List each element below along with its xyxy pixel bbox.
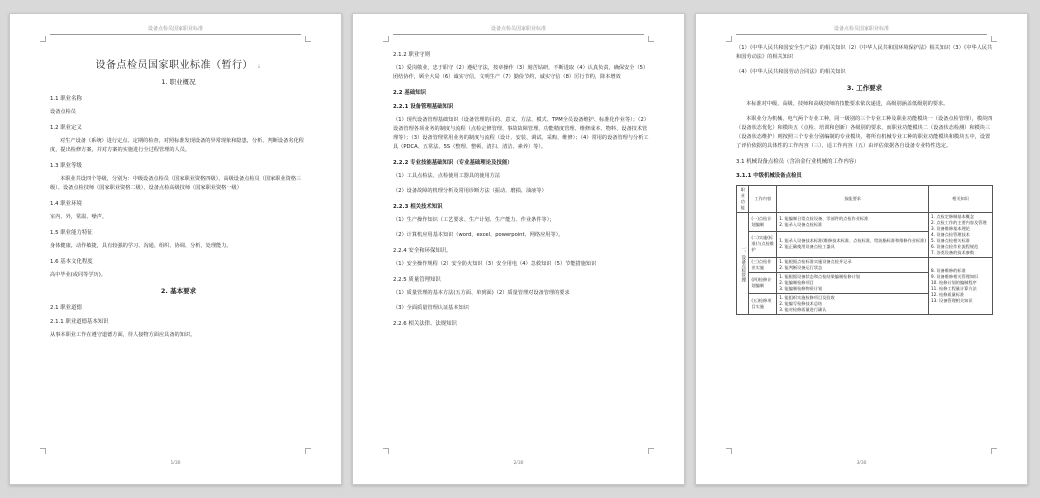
function-group-cell: 一、设备点检管理 [737, 213, 749, 315]
skill-item: 1. 能编制日常点检设备、零部件的点检作业标准 [779, 215, 869, 221]
skill-item: 1. 能录入设备技术标准(维修技术标准、点检标准、给油脂标准和维修作业标准) [779, 238, 927, 244]
table-header-row [737, 186, 993, 213]
paragraph[interactable]: （1）质量管理的基本方法(五方面、单到面)（2）质量管理对设备管理的要求 [393, 290, 570, 296]
page-body [736, 44, 993, 448]
knowledge-cell [929, 258, 993, 315]
subsection-heading[interactable]: 1.1 职业名称 [50, 96, 82, 102]
subsection-heading[interactable]: 1.4 职业环境 [50, 201, 82, 207]
knowledge-item: 11. 检修工程量计算方法 [931, 286, 977, 291]
list-item[interactable]: （1）工具点检法、点检使用工器具的使用方法 [393, 173, 501, 179]
margin-corner-mark [991, 448, 997, 454]
subsection-heading[interactable]: 2.1.1 职业道德基本知识 [50, 319, 109, 325]
subsection-heading[interactable]: 1.6 基本文化程度 [50, 259, 93, 265]
list-item[interactable]: （1）生产操作知识（工艺要求、生产计划、生产能力、作业条件等）； [393, 217, 555, 223]
work-requirements-table[interactable] [736, 185, 993, 315]
skills-cell [777, 213, 929, 232]
skill-item: 3. 能对检修质量进行确认 [779, 307, 827, 312]
margin-corner-mark [726, 36, 732, 42]
paragraph[interactable]: （4）《中华人民共和国劳动合同法》的相关知识 [736, 69, 846, 75]
content-cell: (一)点检计划编制 [749, 213, 777, 232]
skill-item: 2. 能判断设备运行状态 [779, 265, 823, 270]
knowledge-item: 9. 设备维修相关管理知识 [931, 274, 979, 279]
subsection-heading[interactable]: 3.1 机械设备点检员（含冶金行业机械的工作内容） [736, 159, 860, 165]
page-number: 1/30 [170, 461, 181, 466]
knowledge-item: 12. 检修质量标准 [931, 292, 965, 297]
paragraph[interactable]: 身体健康，动作敏捷，具有较强的学习、沟通、组织、协调、分析、处理能力。 [50, 243, 232, 249]
knowledge-item: 5. 设备点检相关标准 [931, 238, 970, 243]
paragraph[interactable]: 对生产设备（系统）进行定点、定期的检查，对照标准发现设备的异常现象和隐患，分析、判断设备劣化程度，提出检修方案，并对方案的实施进行全过程管理的人员。 [50, 138, 304, 153]
table-header-cell: 技能要求 [777, 186, 929, 213]
skill-item: 2. 能编制检修项目 [779, 280, 814, 285]
subsection-heading[interactable]: 2.1 职业道德 [50, 305, 82, 311]
skill-item: 1. 能根据点检标准实施设备点检并记录 [779, 259, 852, 264]
skill-item: 2. 能录入设备点检标准 [779, 221, 823, 227]
margin-corner-mark [305, 36, 311, 42]
knowledge-item: 4. 设备点检管理技术 [931, 232, 970, 237]
skills-cell [777, 258, 929, 273]
paragraph[interactable]: 本标准对中级、高级、技师和高级技师的技能要求依次递进，高级别涵盖低级别的要求。 [746, 101, 949, 107]
margin-corner-mark [991, 36, 997, 42]
table-header-cell: 工作内容 [749, 186, 777, 213]
paragraph[interactable]: 室内、外，常温、噪声。 [50, 214, 108, 220]
page-body [50, 44, 307, 448]
section-heading[interactable]: 2. 基本要求 [160, 287, 197, 295]
margin-corner-mark [40, 36, 46, 42]
margin-corner-mark [383, 448, 389, 454]
paragraph[interactable]: 从事本职业工作在遵守道德方面，待人接物方面应具备的知识。 [50, 332, 196, 338]
paragraph[interactable]: （1）《中华人民共和国安全生产法》的相关知识（2）《中华人民共和国环境保护法》相关知识（3）《中华人民共和国劳动法》的相关知识 [736, 45, 993, 60]
subsection-heading[interactable]: 1.3 职业等级 [50, 163, 82, 169]
paragraph[interactable]: 设备点检员 [50, 109, 76, 115]
section-heading[interactable]: 3. 工作要求 [846, 84, 883, 92]
table-header-cell: 相关知识 [929, 186, 993, 213]
paragraph[interactable]: （3）全面质量管理认证基本知识 [393, 305, 469, 311]
skills-cell [777, 294, 929, 315]
document-title[interactable] [50, 56, 307, 71]
paragraph-mark: ↓ [256, 64, 262, 70]
subsection-heading[interactable]: 2.2.6 相关法律、法规知识 [393, 321, 457, 327]
content-cell: (五)检修项目实施 [749, 294, 777, 315]
paragraph[interactable]: 高中毕业(或同等学历)。 [50, 272, 106, 278]
content-cell: (三)点检作业实施 [749, 258, 777, 273]
subsection-heading[interactable]: 2.2.3 相关技术知识 [393, 204, 443, 210]
subsection-heading[interactable]: 2.2.1 设备管理基础知识 [393, 104, 454, 110]
document-page-1 [9, 13, 342, 485]
skills-cell [777, 273, 929, 294]
knowledge-item: 3. 设备维修基本理论 [931, 226, 970, 231]
subsection-heading[interactable]: 3.1.1 中级机械设备点检员 [736, 173, 802, 179]
paragraph[interactable]: （1）爱岗敬业，忠于职守（2）遵纪守法，按章操作（3）刻苦钻研，不断进取（4）认真负责，确保安全（5）团结协作，顾全大局（6）诚实守信，文明生产（7）勤俭节约，诚实守信（8）厉行节约，降本增效 [393, 65, 649, 80]
margin-corner-mark [726, 448, 732, 454]
skill-item: 3. 能编制检修物资计划 [779, 286, 823, 291]
section-heading[interactable]: 1. 职业概况 [161, 78, 196, 86]
knowledge-cell [929, 213, 993, 258]
page-number: 2/30 [513, 461, 524, 466]
table-header-cell: 职业功能 [737, 186, 749, 213]
margin-corner-mark [383, 36, 389, 42]
page-number: 3/30 [856, 461, 867, 466]
page-body [393, 44, 650, 448]
knowledge-item: 7. 各类设备的技术参数 [931, 250, 975, 255]
running-header: 设备点检员国家职业标准 [393, 25, 644, 35]
skill-item: 1. 能组织实施检修项目及验收 [779, 295, 835, 300]
document-page-3 [695, 13, 1028, 485]
margin-corner-mark [648, 36, 654, 42]
knowledge-item: 2. 点检工作的主要内容及管理 [931, 220, 987, 225]
skills-cell [777, 231, 929, 257]
skill-item: 1. 能根据设备状态和点检结果编制检修计划 [779, 274, 860, 279]
table-row [737, 213, 993, 232]
paragraph[interactable]: 本职业分为机械、电气两个专业工种，同一级别的三个专业工种及职业功能模块一（设备点检管理），模块四（设备状态优化）和模块五（点检、培训和创新）各级别的要求，而职业功能模块二（设备状态检测）和模块三（设备状态维护）则按照三个专业分别编制的专业模块，将所有机械专业工种的职业功能模块和模块五中，设置了评价依据的具体性的工作内容（三），适工作内容（五）由评估依据各自设备专业特性选定。 [736, 116, 993, 149]
subsection-heading[interactable]: 2.2.5 质量管理知识 [393, 277, 441, 283]
list-item[interactable]: （2）计算机应用基本知识（word、excel、powerpoint、网络应用等）。 [393, 232, 564, 238]
margin-corner-mark [40, 448, 46, 454]
paragraph[interactable]: 本职业共设四个等级，分别为：中级设备点检员（国家职业资格四级）、高级设备点检员（国家职业资格三级）、设备点检技师（国家职业资格二级）、设备点检高级技师（国家职业资格一级） [50, 176, 302, 191]
paragraph[interactable]: （1）现代设备管理基础知识（设备管理的目的、意义、方法、模式、TPM全员设备维护、标准化作业等）；（2）设备管理各项业务的制度与流程（点检定修管理、事故故障管理、功能精度管理、维修成本、物料、设备技术管理等）；（3）设备管理常用业务的制度与流程（设计、安装、调试、采购、维修）；（4）常用的设备管理与分析工具（PDCA、五常法、5S（整理、整顿、清扫、清洁、素养）等）。 [393, 117, 649, 150]
subsection-heading[interactable]: 2.2.4 安全和环保知识。 [393, 248, 452, 254]
subsection-heading[interactable]: 2.2 基础知识 [393, 90, 426, 96]
knowledge-item: 8. 设备维修的标准 [931, 268, 966, 273]
document-title-text: 设备点检员国家职业标准（暂行） [95, 60, 254, 71]
skill-item: 2. 能正确使用设备点检工器具 [779, 244, 835, 250]
running-header: 设备点检员国家职业标准 [736, 25, 987, 35]
subsection-heading[interactable]: 2.2.2 专业技能基础知识（专业基础理论及技能） [393, 160, 513, 166]
knowledge-item: 1. 点检定修制基本概念 [931, 214, 975, 219]
margin-corner-mark [648, 448, 654, 454]
knowledge-item: 6. 设备点检作业流程规范 [931, 244, 979, 249]
skill-item: 2. 能编写检修技术总结 [779, 301, 823, 306]
paragraph[interactable]: （1）安全操作规程（2）安全防火知识（3）安全用电（4）急救知识（5）节能措施知识 [393, 261, 597, 267]
content-cell: (二)实施(标准)与点检维护 [749, 231, 777, 257]
document-page-2 [352, 13, 685, 485]
knowledge-item: 10. 检修计划的编制程序 [931, 280, 977, 285]
content-cell: (四)检修计划编制 [749, 273, 777, 294]
table-row [737, 258, 993, 273]
knowledge-item: 13. 设备管理相关知识 [931, 298, 973, 303]
margin-corner-mark [305, 448, 311, 454]
subsection-heading[interactable]: 1.2 职业定义 [50, 125, 82, 131]
subsection-heading[interactable]: 1.5 职业能力特征 [50, 230, 93, 236]
subsection-heading[interactable]: 2.1.2 职业守则 [393, 52, 430, 58]
running-header: 设备点检员国家职业标准 [50, 25, 301, 35]
list-item[interactable]: （2）设备故障的机理分析及常用诊断方法（振动、磨损、油液等） [393, 188, 547, 194]
